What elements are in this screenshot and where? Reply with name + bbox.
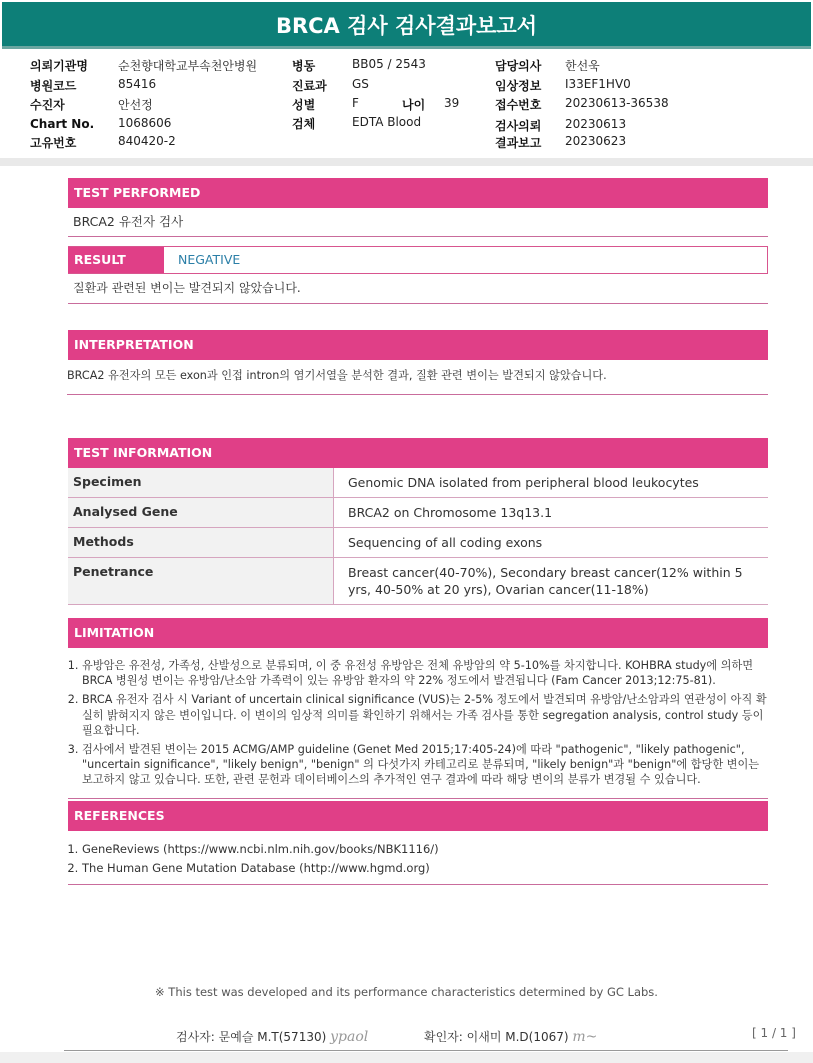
test-information-section [68, 438, 768, 605]
examiner-signature [176, 1028, 368, 1045]
field-value: 안선정 [118, 98, 153, 112]
field-label: 담당의사 [495, 59, 542, 73]
list-item: 3. 검사에서 발견된 변이는 2015 ACMG/AMP guideline (Genet Med 2015;17:405-24)에 따라 "pathogenic", "likely pathogenic", "uncertain significance", "likely benign", "benign" 의 다섯가지 카테고리로 분류되며, "likely benign"과 "benign"에 합당한 변이는 보고하지 않고 있습니다. 또한, 관련 문헌과 데이터베이스의 추가적인 연구 결과에 따라 해당 변이의 분류가 변경될 수 있습니다. [82, 742, 768, 788]
field-label: 병동 [292, 59, 316, 73]
footer-divider [64, 1050, 788, 1051]
test-performed-section [68, 178, 768, 237]
field-label: Chart No. [30, 117, 95, 131]
row-key: Methods [68, 528, 334, 558]
field-value: 한선욱 [565, 59, 600, 73]
field-value: 1068606 [118, 116, 172, 130]
list-item: 1. 유방암은 유전성, 가족성, 산발성으로 분류되며, 이 중 유전성 유방암은 전체 유방암의 약 5-10%를 차지합니다. KOHBRA study에 의하면 BRCA 병원성 변이는 유방암/난소암 가족력이 있는 유방암 환자의 약 22% 정도에서 발견됩니다 (Fam Cancer 2013;12:75-81). [82, 658, 768, 688]
section-heading: INTERPRETATION [68, 330, 768, 360]
field-label: 진료과 [292, 79, 327, 93]
row-key: Specimen [68, 468, 334, 498]
section-heading: TEST PERFORMED [68, 178, 768, 208]
field-label: 병원코드 [30, 79, 77, 93]
field-value: 20230613 [565, 117, 627, 131]
limitation-list [68, 658, 768, 788]
field-value: 85416 [118, 77, 157, 91]
table-row [68, 498, 768, 528]
page-bottom-bar [0, 1052, 813, 1063]
field-label: 임상정보 [495, 79, 542, 93]
row-value: Sequencing of all coding exons [334, 528, 769, 558]
confirmer-handwritten-signature: m~ [572, 1029, 598, 1045]
result-label: RESULT [68, 247, 164, 273]
field-label: 결과보고 [495, 136, 542, 150]
table-row [68, 528, 768, 558]
section-heading: TEST INFORMATION [68, 438, 768, 468]
report-title: BRCA 검사 검사결과보고서 [2, 2, 811, 49]
row-value: BRCA2 on Chromosome 13q13.1 [334, 498, 769, 528]
field-label: 검사의뢰 [495, 119, 542, 133]
row-key: Analysed Gene [68, 498, 334, 528]
list-item: 1. GeneReviews (https://www.ncbi.nlm.nih.gov/books/NBK1116/) [82, 840, 768, 859]
interpretation-section [68, 330, 768, 395]
table-row [68, 558, 768, 605]
result-section [68, 246, 768, 304]
row-value: Genomic DNA isolated from peripheral blood leukocytes [334, 468, 769, 498]
field-value: BB05 / 2543 [352, 57, 426, 71]
test-information-table [68, 468, 768, 605]
confirmer-label: 확인자: [424, 1030, 463, 1044]
confirmer-signature [424, 1028, 597, 1045]
field-label: 의뢰기관명 [30, 59, 88, 73]
patient-header [0, 54, 813, 160]
field-value: 20230623 [565, 134, 627, 148]
footnote: ※ This test was developed and its performance characteristics determined by GC Labs. [155, 985, 658, 999]
section-heading: REFERENCES [68, 801, 768, 831]
list-item: 2. The Human Gene Mutation Database (http://www.hgmd.org) [82, 859, 768, 878]
field-label: 고유번호 [30, 136, 77, 150]
result-row [68, 246, 768, 274]
field-value: F [352, 96, 359, 110]
header-field [30, 57, 88, 74]
field-label: 접수번호 [495, 98, 542, 112]
examiner-name: 문예슬 M.T(57130) [218, 1030, 327, 1044]
field-value: 20230613-36538 [565, 96, 669, 110]
test-name: BRCA2 유전자 검사 [68, 208, 768, 237]
result-note: 질환과 관련된 변이는 발견되지 않았습니다. [68, 274, 768, 304]
row-value: Breast cancer(40-70%), Secondary breast cancer(12% within 5 yrs, 40-50% at 20 yrs), Ovarian cancer(11-18%) [334, 558, 769, 605]
confirmer-name: 이새미 M.D(1067) [466, 1030, 569, 1044]
field-label: 성별 [292, 98, 316, 112]
header-divider [0, 158, 813, 166]
examiner-label: 검사자: [176, 1030, 215, 1044]
field-label: 검체 [292, 117, 316, 131]
result-value: NEGATIVE [178, 252, 241, 267]
field-value: 840420-2 [118, 134, 176, 148]
field-label: 수진자 [30, 98, 65, 112]
field-value: 39 [444, 96, 460, 110]
field-value: 순천향대학교부속천안병원 [118, 59, 258, 73]
limitation-section [68, 618, 768, 799]
row-key: Penetrance [68, 558, 334, 605]
section-heading: LIMITATION [68, 618, 768, 648]
references-section [68, 801, 768, 885]
field-value: I33EF1HV0 [565, 77, 631, 91]
field-value: GS [352, 77, 369, 91]
page-number: [ 1 / 1 ] [752, 1026, 796, 1040]
examiner-handwritten-signature: ypaol [330, 1029, 369, 1045]
references-list [68, 840, 768, 878]
table-row [68, 468, 768, 498]
field-value: EDTA Blood [352, 115, 422, 129]
interpretation-text: BRCA2 유전자의 모든 exon과 인접 intron의 염기서열을 분석한 결과, 질환 관련 변이는 발견되지 않았습니다. [67, 360, 768, 395]
field-label: 나이 [402, 98, 426, 112]
list-item: 2. BRCA 유전자 검사 시 Variant of uncertain clinical significance (VUS)는 2-5% 정도에서 발견되며 유방암/난소암과의 연관성이 아직 확실히 밝혀지지 않은 변이입니다. 이 변이의 임상적 의미를 확인하기 위해서는 가족 검사를 통한 segregation analysis, control study 등이 필요합니다. [82, 692, 768, 738]
